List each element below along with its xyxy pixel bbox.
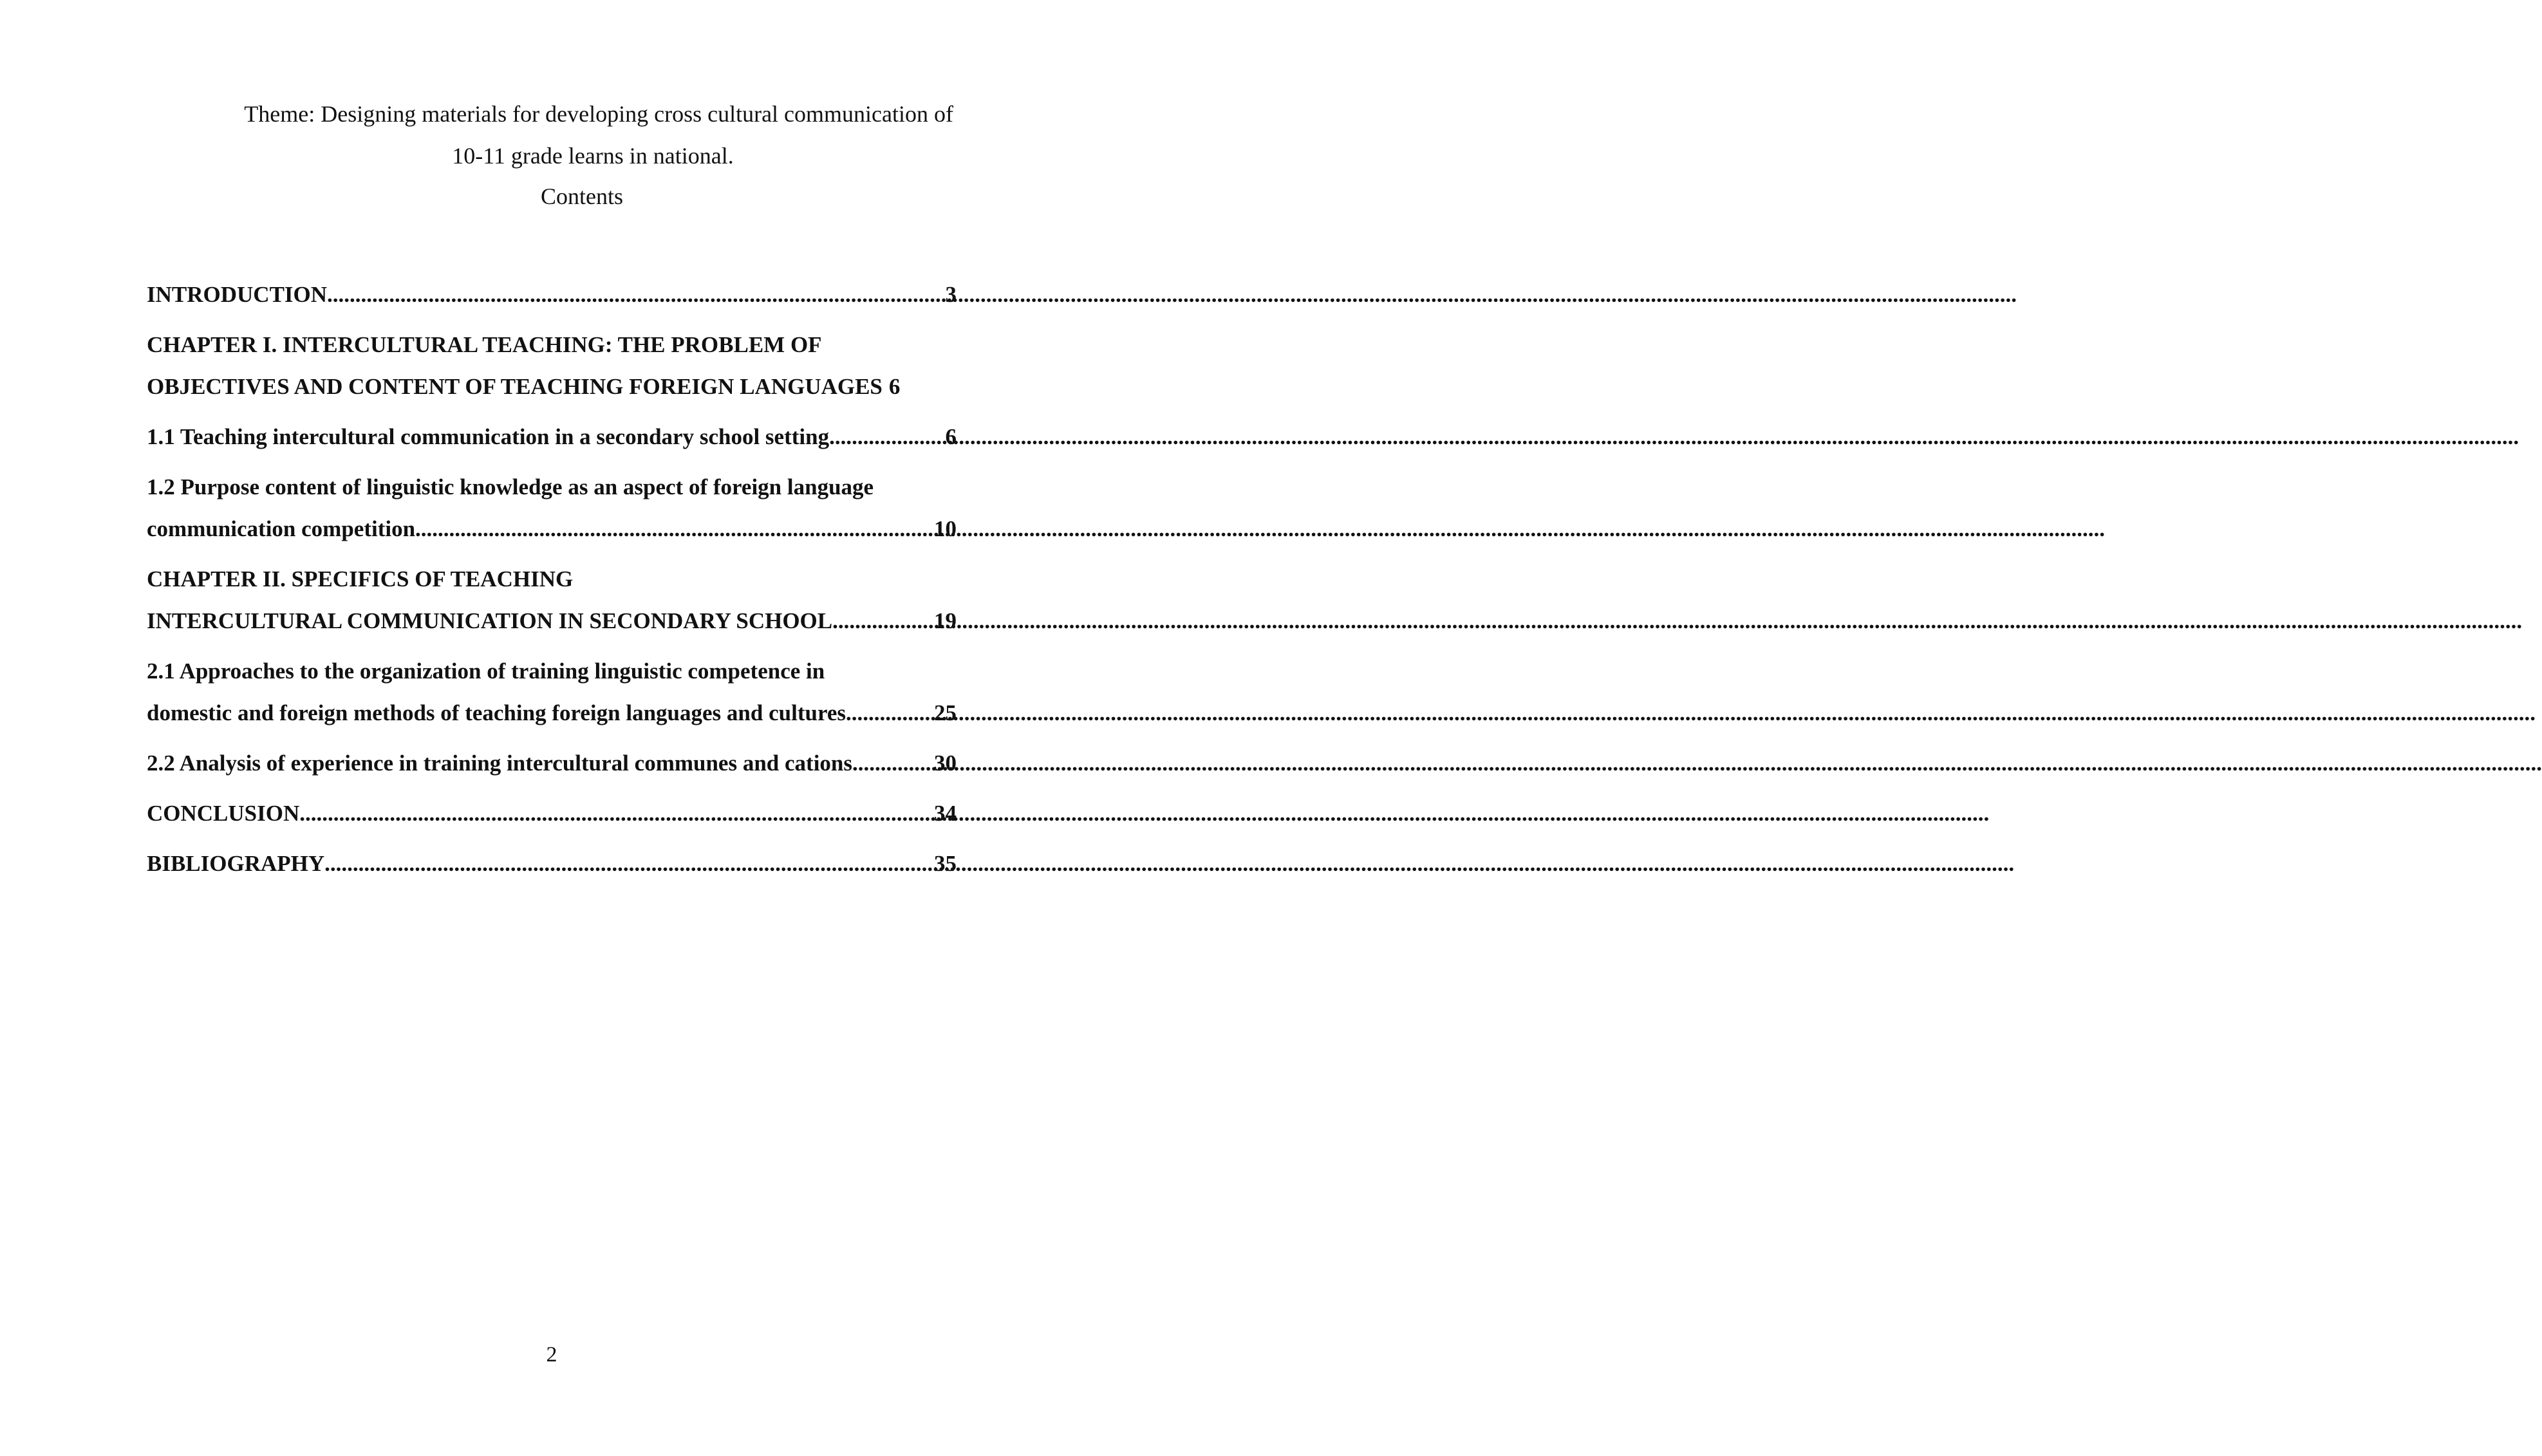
toc-leader-dots xyxy=(415,508,931,550)
theme-line-1: Theme: Designing materials for developing cross cultural communication of xyxy=(244,101,953,127)
toc-page-number: 10 xyxy=(934,516,957,541)
toc-page-number: 6 xyxy=(888,374,901,399)
toc-leader-dots xyxy=(327,274,942,315)
table-of-contents xyxy=(147,274,957,893)
theme-line-2: 10-11 grade learns in national. xyxy=(452,143,734,169)
toc-entry-label-line: 1.2 Purpose content of linguistic knowledge as an aspect of foreign language xyxy=(147,474,874,499)
toc-page-number: 19 xyxy=(934,608,957,633)
toc-leader-dots xyxy=(829,416,942,458)
toc-entry-label-line: CHAPTER II. SPECIFICS OF TEACHING xyxy=(147,566,574,592)
toc-page-number: 30 xyxy=(934,751,957,776)
toc-entry-section-2-1[interactable] xyxy=(147,650,957,734)
toc-entry-section-1-1[interactable] xyxy=(147,416,957,458)
theme-heading xyxy=(203,93,957,177)
document-page xyxy=(0,0,1030,1456)
toc-entry-section-1-2[interactable] xyxy=(147,466,957,550)
page-number: 2 xyxy=(546,1343,557,1367)
toc-entry-label: INTRODUCTION xyxy=(147,282,328,307)
toc-entry-label-line: CHAPTER I. INTERCULTURAL TEACHING: THE PROBLEM OF xyxy=(147,332,822,357)
toc-page-number: 6 xyxy=(945,424,957,449)
toc-entry-label: 2.2 Analysis of experience in training intercultural communes and cations xyxy=(147,751,853,776)
toc-entry-label: 1.1 Teaching intercultural communication in a secondary school setting xyxy=(147,424,830,449)
toc-page-number: 3 xyxy=(945,282,957,307)
toc-entry-section-2-2[interactable] xyxy=(147,742,957,784)
contents-heading: Contents xyxy=(540,183,623,209)
toc-leader-dots xyxy=(299,792,931,834)
toc-entry-label: BIBLIOGRAPHY xyxy=(147,851,325,876)
toc-entry-chapter-2[interactable] xyxy=(147,558,957,642)
toc-leader-dots xyxy=(324,843,931,884)
toc-leader-dots xyxy=(832,600,931,642)
toc-entry-conclusion[interactable] xyxy=(147,792,957,834)
toc-entry-introduction[interactable] xyxy=(147,274,957,315)
toc-entry-label-line: 2.1 Approaches to the organization of training linguistic competence in xyxy=(147,658,825,684)
toc-entry-label: communication competition xyxy=(147,516,416,541)
toc-leader-dots xyxy=(846,692,931,734)
toc-page-number: 25 xyxy=(934,700,957,725)
toc-page-number: 34 xyxy=(934,801,957,826)
toc-entry-label: INTERCULTURAL COMMUNICATION IN SECONDARY SCHOOL xyxy=(147,608,833,633)
toc-page-number: 35 xyxy=(934,851,957,876)
toc-entry-chapter-1[interactable] xyxy=(147,324,957,407)
toc-entry-bibliography[interactable] xyxy=(147,843,957,884)
toc-entry-label: domestic and foreign methods of teaching foreign languages and cultures xyxy=(147,700,846,725)
toc-entry-label: CONCLUSION xyxy=(147,801,300,826)
toc-entry-label: OBJECTIVES AND CONTENT OF TEACHING FOREIGN LANGUAGES xyxy=(147,374,883,399)
toc-leader-dots xyxy=(852,742,931,784)
